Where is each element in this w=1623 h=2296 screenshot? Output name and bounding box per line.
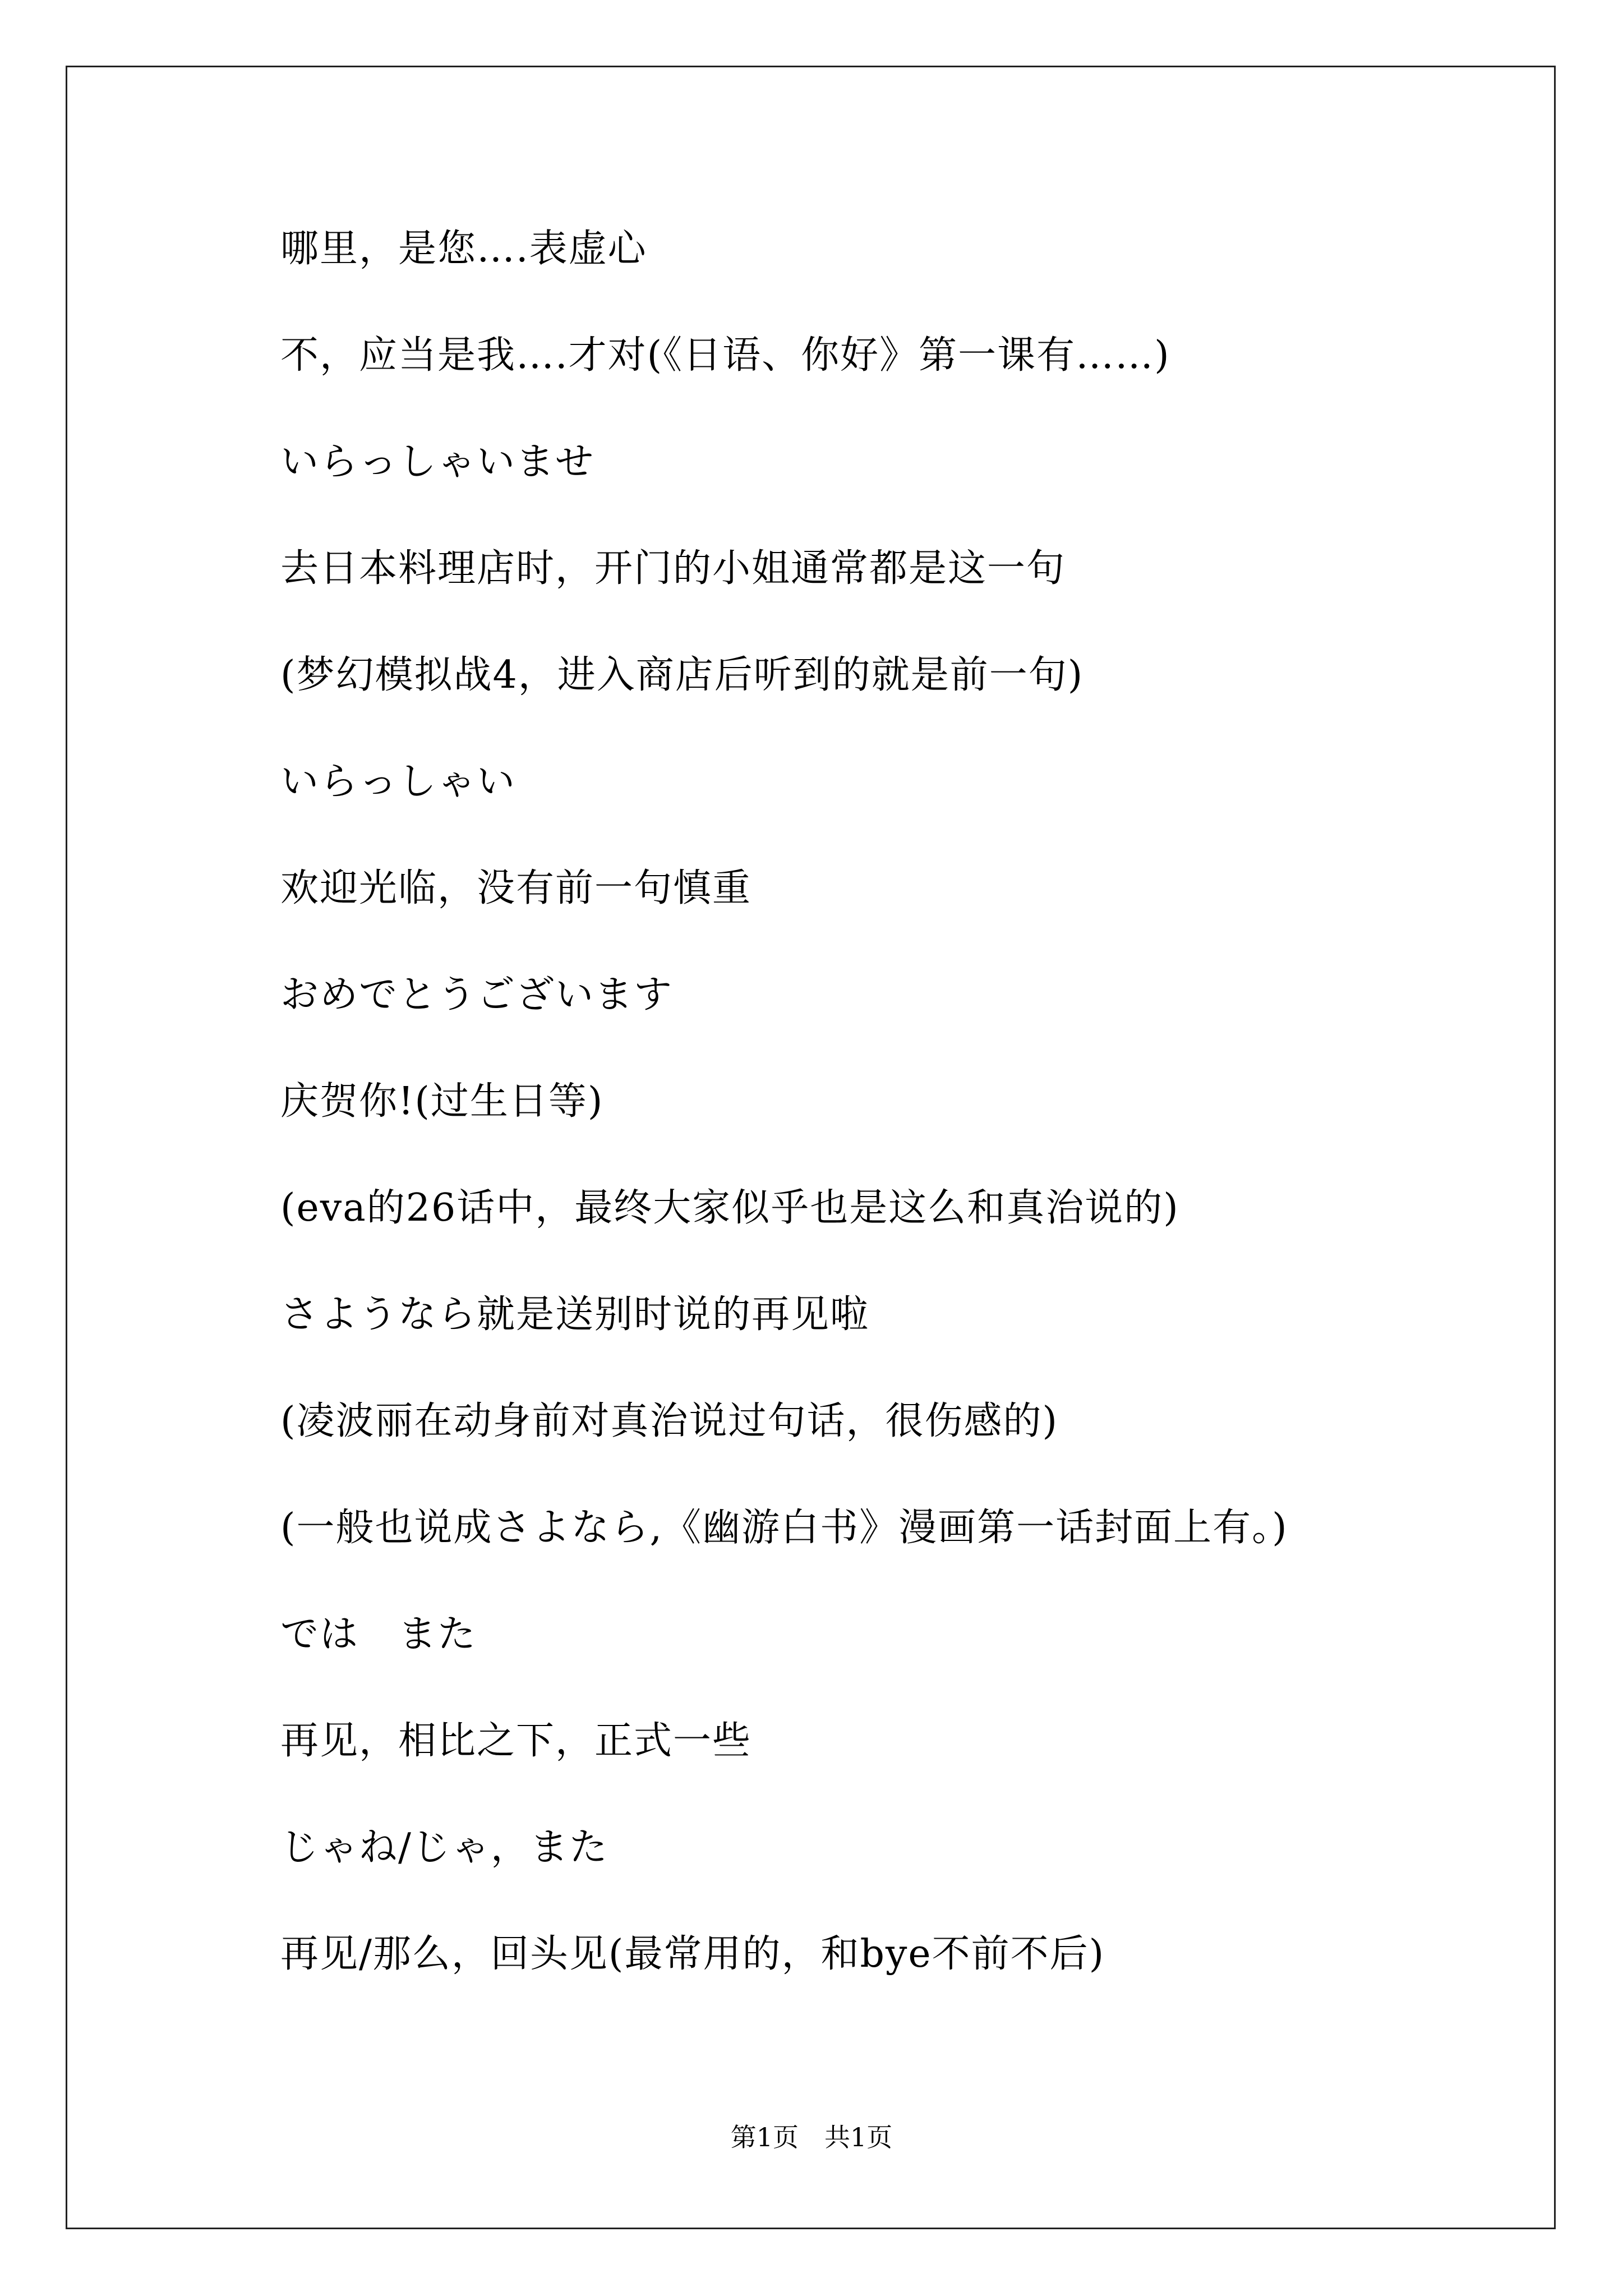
page-frame (66, 66, 1556, 2229)
text-line-16: じゃね/じゃ，また (280, 1825, 608, 1870)
text-line-2: 不，应当是我….才对(《日语、你好》第一课有……) (280, 333, 1170, 378)
page-footer: 第1页 共1页 (730, 2122, 893, 2152)
text-line-14: では また (280, 1612, 477, 1657)
text-line-13: (一般也说成さよなら,《幽游白书》漫画第一话封面上有。) (280, 1506, 1288, 1550)
text-line-10: (eva的26话中，最终大家似乎也是这么和真治说的) (280, 1186, 1179, 1230)
text-line-8: おめでとうございます (280, 973, 674, 1017)
text-line-12: (凌波丽在动身前对真治说过句话，很伤感的) (280, 1399, 1059, 1443)
text-line-7: 欢迎光临，没有前一句慎重 (280, 866, 752, 910)
text-line-9: 庆贺你!(过生日等) (280, 1079, 604, 1124)
text-line-3: いらっしゃいませ (280, 440, 595, 484)
text-line-1: 哪里，是您….表虚心 (280, 227, 647, 271)
text-line-15: 再见，相比之下，正式一些 (280, 1719, 752, 1763)
text-line-6: いらっしゃい (280, 760, 517, 804)
text-line-5: (梦幻模拟战4，进入商店后听到的就是前一句) (280, 653, 1084, 697)
text-line-11: さようなら就是送别时说的再见啦 (280, 1292, 870, 1337)
text-line-17: 再见/那么，回头见(最常用的，和bye不前不后) (280, 1932, 1105, 1976)
text-line-4: 去日本料理店时，开门的小姐通常都是这一句 (280, 546, 1066, 591)
